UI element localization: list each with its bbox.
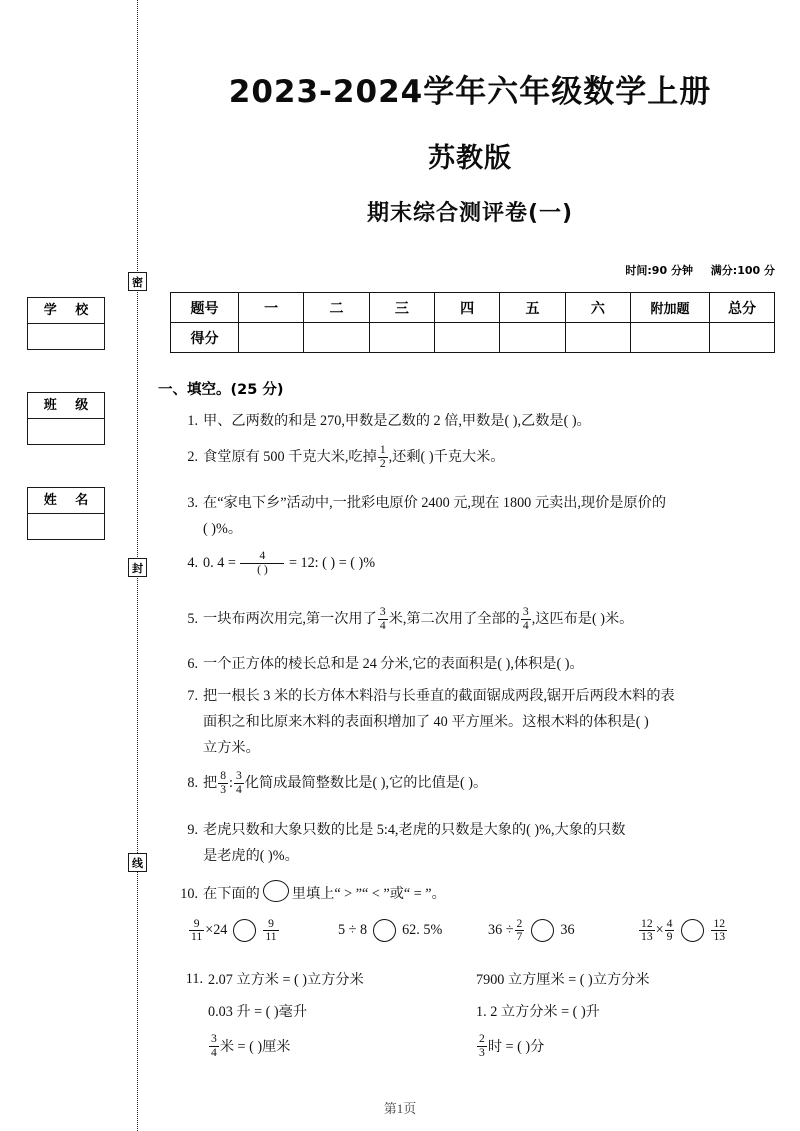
question-11-r2-right-text: 1. 2 立方分米 = ( )升 (476, 1004, 600, 1020)
question-8 (176, 770, 788, 796)
question-9-line1: 老虎只数和大象只数的比是 5:4,老虎的只数是大象的( )%,大象的只数 (203, 822, 626, 838)
seal-char-xian: 线 (128, 853, 147, 872)
comparison-3-right: 36 (560, 922, 575, 939)
question-6-text: 一个正方体的棱长总和是 24 分米,它的表面积是( ),体积是( )。 (203, 656, 584, 672)
question-7-line3: 立方米。 (203, 740, 260, 756)
score-col-1: 一 (239, 293, 304, 323)
question-5 (176, 606, 788, 632)
question-8-fraction-2: $\frac{3}{4}$ (235, 769, 242, 796)
score-col-3: 三 (369, 293, 434, 323)
question-1-text: 甲、乙两数的和是 270,甲数是乙数的 2 倍,甲数是( ),乙数是( )。 (203, 413, 591, 429)
question-11-row-2-left (176, 1001, 476, 1021)
question-11-r1-left-text: 2.07 立方米 = ( )立方分米 (208, 972, 364, 988)
question-8-fraction-1: $\frac{8}{3}$ (220, 769, 227, 796)
identity-box-class (27, 392, 105, 445)
identity-label-school: 学 校 (28, 298, 104, 324)
question-11-r2-left-text: 0.03 升 = ( )毫升 (208, 1004, 308, 1020)
question-8-number: 8. (187, 775, 198, 791)
question-4-text-pre: 0. 4 = (203, 555, 236, 571)
question-11-row-3 (176, 1027, 788, 1065)
question-11-r1-right-text: 7900 立方厘米 = ( )立方分米 (476, 972, 650, 988)
score-col-total: 总分 (710, 293, 775, 323)
comparison-4-mid-fraction: $\frac{4}{9}$ (666, 917, 673, 944)
question-2-text-post: ,还剩( )千克大米。 (388, 449, 505, 465)
question-7-number: 7. (187, 688, 198, 704)
score-input-1[interactable] (239, 323, 304, 353)
score-col-5: 五 (500, 293, 565, 323)
question-4 (176, 550, 788, 576)
question-3 (176, 490, 788, 516)
comparison-1-right-fraction: $\frac{9}{11}$ (265, 917, 277, 944)
exam-meta (611, 262, 775, 278)
score-input-total[interactable] (710, 323, 775, 353)
comparison-1-answer-circle[interactable] (233, 919, 256, 942)
comparison-2 (338, 919, 488, 942)
question-5-part1: 一块布两次用完,第一次用了 (203, 611, 377, 627)
question-6-number: 6. (187, 656, 198, 672)
seal-char-mi: 密 (128, 272, 147, 291)
question-1-number: 1. (187, 413, 198, 429)
question-10 (176, 880, 788, 907)
question-7-line2: 面积之和比原来木料的表面积增加了 40 平方厘米。这根木料的体积是( ) (203, 714, 649, 730)
question-6 (176, 651, 788, 677)
question-10-lead-post: 里填上“ > ”“ < ”或“ = ”。 (291, 886, 446, 902)
question-11-row-1-right (476, 969, 776, 989)
comparison-1-left-fraction: $\frac{9}{11}$ (191, 917, 203, 944)
question-2-text-pre: 食堂原有 500 千克大米,吃掉 (203, 449, 377, 465)
comparison-1-left-op: ×24 (205, 922, 228, 939)
question-11-r3-right-fraction: $\frac{2}{3}$ (479, 1032, 485, 1059)
comparison-3 (488, 918, 638, 943)
question-7 (176, 683, 788, 709)
page-title: 2023-2024学年六年级数学上册 (228, 74, 712, 110)
question-5-part3: ,这匹布是( )米。 (531, 611, 634, 627)
question-11-row-2 (176, 995, 788, 1027)
identity-label-name: 姓 名 (28, 488, 104, 514)
score-input-6[interactable] (565, 323, 630, 353)
question-11 (176, 963, 788, 1065)
comparison-2-right: 62. 5% (402, 922, 443, 939)
score-col-6: 六 (565, 293, 630, 323)
score-input-5[interactable] (500, 323, 565, 353)
question-9 (176, 817, 788, 843)
table-row-header (171, 293, 775, 323)
question-5-part2: 米,第二次用了全部的 (388, 611, 520, 627)
comparison-4-left-fraction: $\frac{12}{13}$ (641, 917, 653, 944)
question-11-r3-left-fraction: $\frac{3}{4}$ (211, 1032, 217, 1059)
question-11-number: 11. (185, 970, 203, 987)
comparison-3-left-pre: 36 ÷ (488, 922, 514, 939)
question-2-number: 2. (187, 449, 198, 465)
question-11-row-1-left (176, 969, 476, 989)
question-11-r3-left-text: 米 = ( )厘米 (219, 1039, 291, 1055)
score-input-extra[interactable] (631, 323, 710, 353)
question-5-fraction-2: $\frac{3}{4}$ (522, 605, 529, 632)
identity-label-class: 班 级 (28, 393, 104, 419)
question-11-row-1 (176, 963, 788, 995)
question-8-part3: 化简成最简整数比是( ),它的比值是( )。 (244, 775, 488, 791)
comparison-3-left-fraction: $\frac{2}{7}$ (516, 917, 523, 944)
page-footer: 第1页 (383, 1101, 417, 1116)
question-11-row-3-left (176, 1033, 476, 1058)
question-7-line1: 把一根长 3 米的长方体木料沿与长垂直的截面锯成两段,锯开后两段木料的表 (203, 688, 675, 704)
question-2 (176, 444, 788, 470)
question-11-r3-right-text: 时 = ( )分 (487, 1039, 545, 1055)
question-9-number: 9. (187, 822, 198, 838)
score-col-extra: 附加题 (631, 293, 710, 323)
question-3-line2: ( )%。 (203, 521, 243, 537)
question-10-number: 10. (180, 886, 198, 902)
circle-placeholder-icon (263, 880, 289, 902)
question-9-line2: 是老虎的( )%。 (203, 848, 299, 864)
page-subtitle-publisher: 苏教版 (428, 143, 512, 174)
comparison-1 (188, 918, 338, 943)
score-col-2: 二 (304, 293, 369, 323)
table-row-score (171, 323, 775, 353)
question-10-lead-pre: 在下面的 (203, 886, 260, 902)
question-4-fraction: $\frac{4}{( )}$ (240, 550, 284, 575)
identity-input-school[interactable] (28, 324, 104, 349)
comparison-4 (638, 918, 788, 943)
comparison-3-answer-circle[interactable] (531, 919, 554, 942)
page-subtitle-exam: 期末综合测评卷(一) (366, 201, 574, 226)
score-table-label-question: 题号 (171, 293, 239, 323)
question-4-text-post: = 12: ( ) = ( )% (288, 555, 376, 571)
question-11-row-2-right (476, 1001, 776, 1021)
question-5-number: 5. (187, 611, 198, 627)
question-10-comparisons (188, 918, 788, 943)
identity-box-name (27, 487, 105, 540)
score-input-2[interactable] (304, 323, 369, 353)
identity-box-school (27, 297, 105, 350)
score-table-label-score: 得分 (171, 323, 239, 353)
question-8-part1: 把 (203, 775, 218, 791)
comparison-4-answer-circle[interactable] (681, 919, 704, 942)
question-11-row-3-right (476, 1033, 776, 1058)
comparison-2-left: 5 ÷ 8 (338, 922, 368, 939)
question-2-fraction: $\frac{1}{2}$ (379, 443, 386, 470)
score-input-4[interactable] (434, 323, 499, 353)
score-table (170, 292, 775, 353)
question-3-number: 3. (187, 495, 198, 511)
comparison-2-answer-circle[interactable] (373, 919, 396, 942)
section-heading-fill-blank: 一、填空。(25 分) (158, 382, 284, 398)
comparison-4-right-fraction: $\frac{12}{13}$ (713, 917, 726, 944)
question-3-text-line1: 在“家电下乡”活动中,一批彩电原价 2400 元,现在 1800 元卖出,现价是原价的 (203, 495, 667, 511)
score-col-4: 四 (434, 293, 499, 323)
exam-duration: 时间:90 分钟 (625, 264, 693, 277)
seal-char-feng: 封 (128, 558, 147, 577)
exam-full-score: 满分:100 分 (710, 264, 775, 277)
question-8-part2: : (229, 775, 233, 791)
question-1 (176, 408, 788, 434)
question-4-number: 4. (187, 555, 198, 571)
score-input-3[interactable] (369, 323, 434, 353)
identity-input-class[interactable] (28, 419, 104, 444)
identity-input-name[interactable] (28, 514, 104, 539)
question-5-fraction-1: $\frac{3}{4}$ (379, 605, 386, 632)
comparison-4-left-op: × (655, 922, 664, 939)
